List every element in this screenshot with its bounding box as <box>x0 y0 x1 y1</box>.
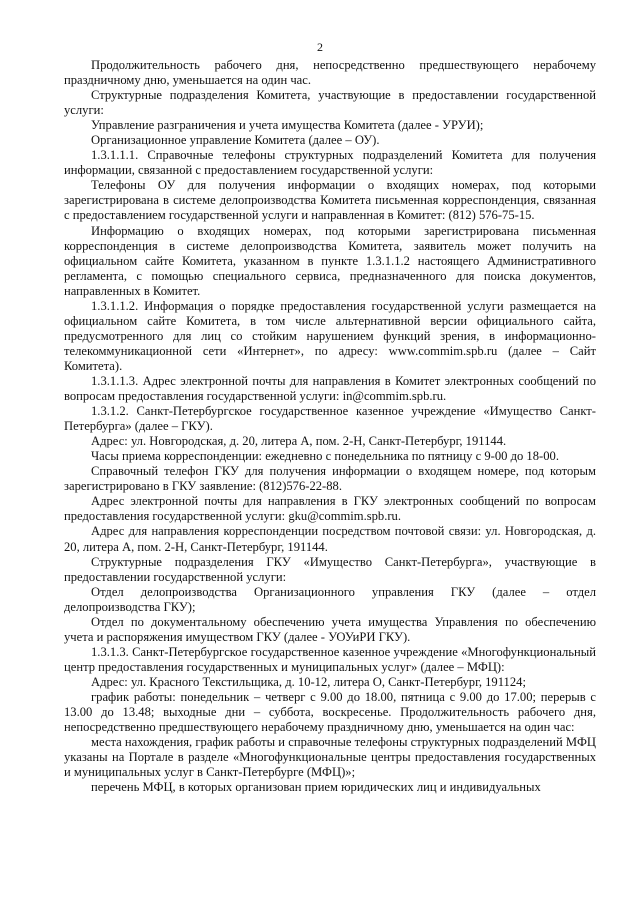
paragraph: Адрес: ул. Новгородская, д. 20, литера А, пом. 2-Н, Санкт-Петербург, 191144. <box>91 434 507 449</box>
paragraph: 1.3.1.3. Санкт-Петербургское государственное казенное учреждение «Многофункциональный центр предоставления государственных и муниципальных услуг» (далее – МФЦ): <box>64 644 596 674</box>
paragraph: Справочный телефон ГКУ для получения информации о входящем номере, под которым зарегистрировано в ГКУ заявление: (812)576-22-88. <box>64 464 596 494</box>
paragraph: Адрес электронной почты для направления в ГКУ электронных сообщений по вопросам предоставления государственной услуги: gku@commim.spb.ru. <box>64 494 596 524</box>
document-body <box>64 58 596 795</box>
paragraph: Адрес: ул. Красного Текстильщика, д. 10-12, литера О, Санкт-Петербург, 191124; <box>91 674 526 689</box>
paragraph: 1.3.1.1.3. Адрес электронной почты для направления в Комитет электронных сообщений по вопросам предоставления государственной услуги: in@commim.spb.ru. <box>64 373 596 404</box>
paragraph: перечень МФЦ, в которых организован прием юридических лиц и индивидуальных <box>91 780 541 795</box>
paragraph: Отдел по документальному обеспечению учета имущества Управления по обеспечению учета и распоряжения имуществом ГКУ (далее - УОУиРИ ГКУ). <box>64 614 596 644</box>
paragraph: места нахождения, график работы и справочные телефоны структурных подразделений МФЦ указаны на Портале в разделе «Многофункциональные центры предоставления государственных и муниципальных услуг в Санкт-Петербурге (МФЦ)»; <box>64 735 596 780</box>
paragraph: Организационное управление Комитета (далее – ОУ). <box>91 133 380 148</box>
paragraph: график работы: понедельник – четверг с 9.00 до 18.00, пятница с 9.00 до 17.00; перерыв с 13.00 до 13.48; выходные дни – суббота, воскресенье. Продолжительность рабочего дня, непосредственно предшествующего нерабочему праздничному дню, уменьшается на один час: <box>64 689 596 735</box>
paragraph: Отдел делопроизводства Организационного управления ГКУ (далее – отдел делопроизводства ГКУ); <box>64 584 596 614</box>
page-number: 2 <box>317 40 323 54</box>
paragraph: 1.3.1.2. Санкт-Петербургское государственное казенное учреждение «Имущество Санкт-Петербурга» (далее – ГКУ). <box>64 404 596 434</box>
paragraph: Структурные подразделения Комитета, участвующие в предоставлении государственной услуги: <box>64 88 596 118</box>
paragraph: Адрес для направления корреспонденции посредством почтовой связи: ул. Новгородская, д. 20, литера А, пом. 2-Н, Санкт-Петербург, 191144. <box>64 524 596 554</box>
paragraph: Телефоны ОУ для получения информации о входящих номерах, под которыми зарегистрирована в системе делопроизводства Комитета письменная корреспонденция, связанная с предоставлением государственной услуги и направленная в Комитет: (812) 576-75-15. <box>64 178 596 223</box>
paragraph: Часы приема корреспонденции: ежедневно с понедельника по пятницу с 9-00 до 18-00. <box>91 449 559 464</box>
paragraph: Продолжительность рабочего дня, непосредственно предшествующего нерабочему праздничному дню, уменьшается на один час. <box>64 58 596 88</box>
paragraph: Структурные подразделения ГКУ «Имущество Санкт-Петербурга», участвующие в предоставлении государственной услуги: <box>64 554 596 584</box>
paragraph: Управление разграничения и учета имущества Комитета (далее - УРУИ); <box>91 118 484 133</box>
paragraph: 1.3.1.1.1. Справочные телефоны структурных подразделений Комитета для получения информации, связанной с предоставлением государственной услуги: <box>64 148 596 178</box>
paragraph: 1.3.1.1.2. Информация о порядке предоставления государственной услуги размещается на официальном сайте Комитета, в том числе альтернативной версии официального сайта, предусмотренного для лиц со стойким нарушением функций зрения, в информационно-телекоммуникационной сети «Интернет», по адресу: www.commim.spb.ru (далее – Сайт Комитета). <box>64 298 596 373</box>
paragraph: Информацию о входящих номерах, под которыми зарегистрирована письменная корреспонденция в системе делопроизводства Комитета, заявитель может получить на официальном сайте Комитета, указанном в пункте 1.3.1.1.2 настоящего Административного регламента, с помощью специального сервиса, предназначенного для поиска документов, направленных в Комитет. <box>64 223 596 298</box>
